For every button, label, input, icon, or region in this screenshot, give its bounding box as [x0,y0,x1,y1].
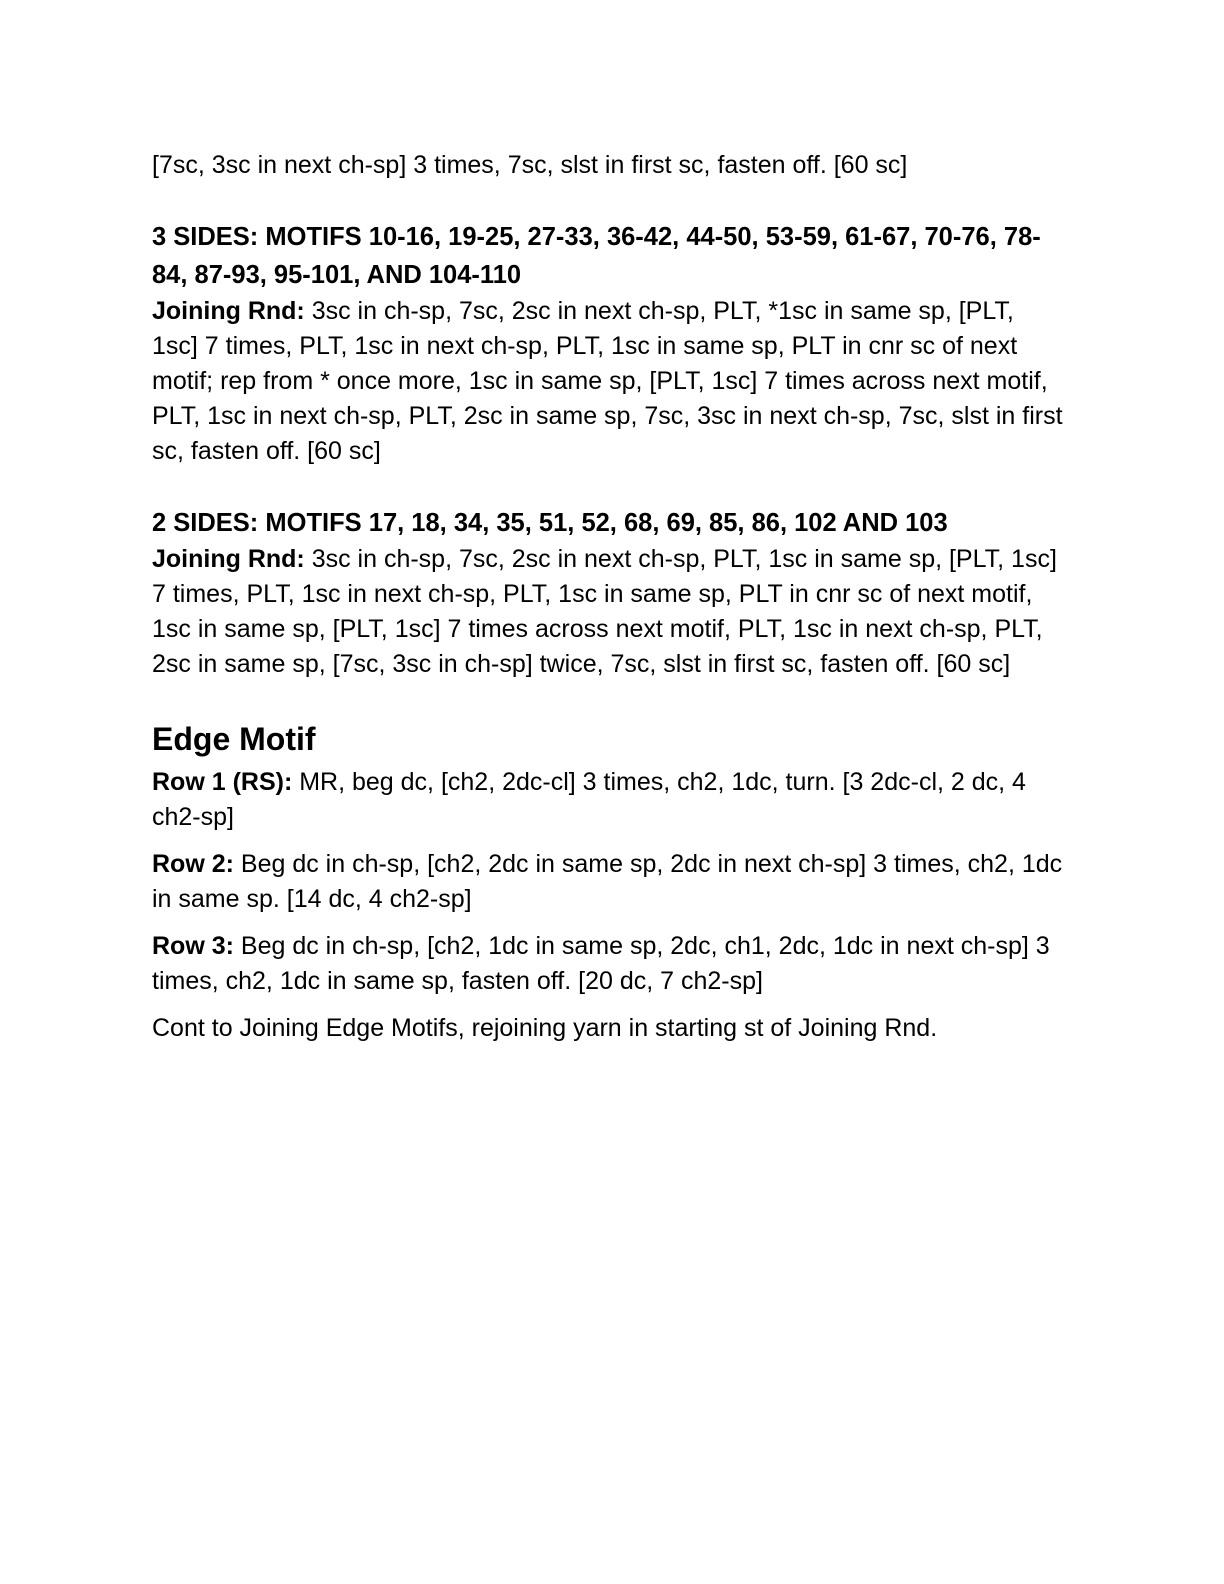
section-heading-3-sides: 3 SIDES: MOTIFS 10-16, 19-25, 27-33, 36-42, 44-50, 53-59, 61-67, 70-76, 78-84, 87-93, 95-101, AND 104-110 [152,223,1041,289]
pattern-continuation-line: [7sc, 3sc in next ch-sp] 3 times, 7sc, slst in first sc, fasten off. [60 sc] [152,151,908,179]
edge-motif-closing-note: Cont to Joining Edge Motifs, rejoining yarn in starting st of Joining Rnd. [152,1014,938,1042]
joining-rnd-paragraph-2-sides [152,542,1066,682]
edge-motif-row-1 [152,765,1066,835]
joining-rnd-instructions: 3sc in ch-sp, 7sc, 2sc in next ch-sp, PLT, *1sc in same sp, [PLT, 1sc] 7 times, PLT, 1sc in next ch-sp, PLT, 1sc in same sp, PLT in cnr sc of next motif; rep from * once more, 1sc in same sp, [PLT, 1sc] 7 times across next motif, PLT, 1sc in next ch-sp, PLT, 2sc in same sp, 7sc, 3sc in next ch-sp, 7sc, slst in first sc, fasten off. [60 sc] [152,297,1063,465]
edge-motif-heading: Edge Motif [152,721,316,757]
edge-motif-row-2 [152,847,1066,917]
row-1-label: Row 1 (RS): [152,768,293,796]
row-2-label: Row 2: [152,850,234,878]
row-3-label: Row 3: [152,932,234,960]
edge-motif-row-3 [152,929,1066,999]
document-page [152,148,1066,1046]
row-1-instructions: MR, beg dc, [ch2, 2dc-cl] 3 times, ch2, 1dc, turn. [3 2dc-cl, 2 dc, 4 ch2-sp] [152,768,1026,831]
joining-rnd-paragraph-3-sides [152,294,1066,469]
joining-rnd-instructions: 3sc in ch-sp, 7sc, 2sc in next ch-sp, PLT, 1sc in same sp, [PLT, 1sc] 7 times, PLT, 1sc in next ch-sp, PLT, 1sc in same sp, PLT in cnr sc of next motif, 1sc in same sp, [PLT, 1sc] 7 times across next motif, PLT, 1sc in next ch-sp, PLT, 2sc in same sp, [7sc, 3sc in ch-sp] twice, 7sc, slst in first sc, fasten off. [60 sc] [152,545,1057,678]
section-heading-2-sides: 2 SIDES: MOTIFS 17, 18, 34, 35, 51, 52, 68, 69, 85, 86, 102 AND 103 [152,509,948,537]
joining-rnd-label: Joining Rnd: [152,297,305,325]
row-2-instructions: Beg dc in ch-sp, [ch2, 2dc in same sp, 2dc in next ch-sp] 3 times, ch2, 1dc in same sp. [14 dc, 4 ch2-sp] [152,850,1063,913]
row-3-instructions: Beg dc in ch-sp, [ch2, 1dc in same sp, 2dc, ch1, 2dc, 1dc in next ch-sp] 3 times, ch2, 1dc in same sp, fasten off. [20 dc, 7 ch2-sp] [152,932,1050,995]
joining-rnd-label: Joining Rnd: [152,545,305,573]
